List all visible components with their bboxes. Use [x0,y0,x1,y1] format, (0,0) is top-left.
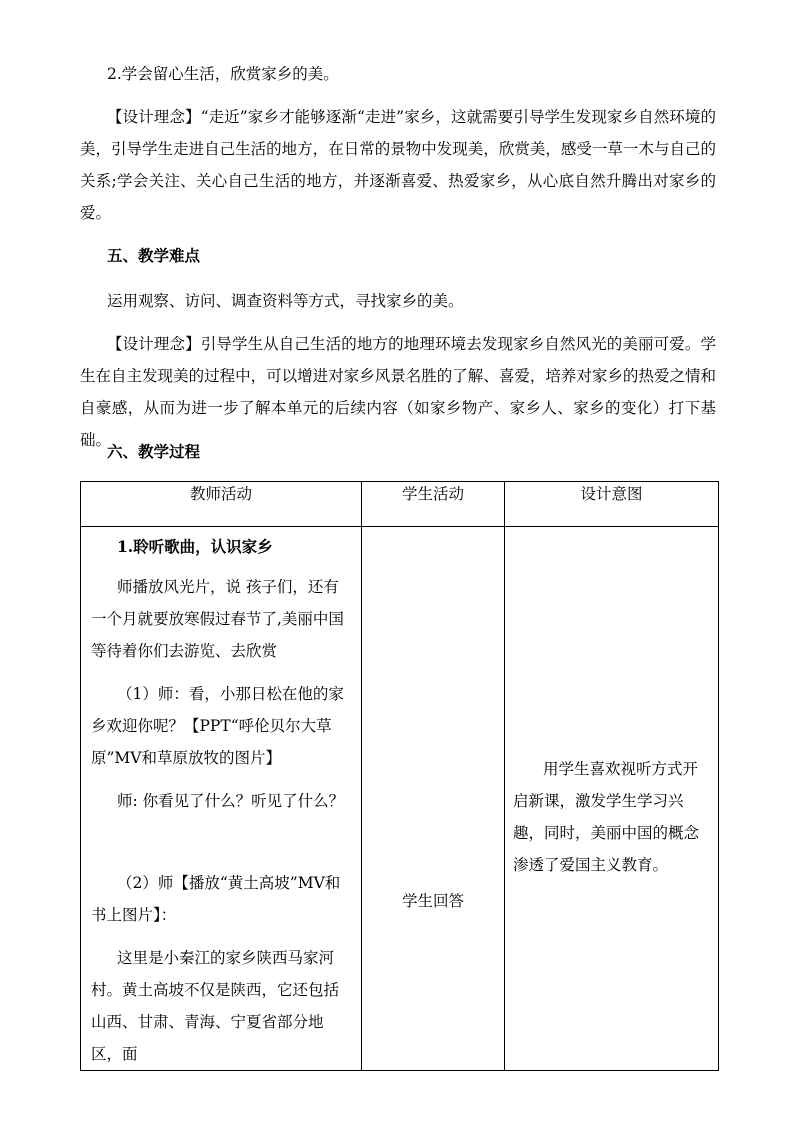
student-activity-cell [362,527,505,1071]
section-5-heading: 五、教学难点 [107,246,201,265]
design-concept-paragraph-2: 【设计理念】引导学生从自己生活的地方的地理环境去发现家乡自然风光的美丽可爱。学生在自主发现美的过程中，可以增进对家乡风景名胜的了解、喜爱，培养对家乡的热爱之情和自豪感，从而为进一步了解本单元的后续内容（如家乡物产、家乡人、家乡的变化）打下基础。 [80,335,716,449]
header-teacher-activity: 教师活动 [81,482,362,527]
teacher-step-heading: 1.聆听歌曲，认识家乡 [117,537,273,556]
teacher-paragraph-5: 这里是小秦江的家乡陕西马家河村。黄土高坡不仅是陕西，它还包括山西、甘肃、青海、宁夏省部分地区，面 [91,949,340,1063]
teaching-process-table [80,481,719,1071]
table-row [81,527,719,1071]
teacher-paragraph-1: 师播放风光片，说 孩子们，还有一个月就要放寒假过春节了,美丽中国等待着你们去游览、去欣赏 [91,578,344,660]
header-design-intent: 设计意图 [505,482,719,527]
section-6-heading: 六、教学过程 [107,442,201,461]
difficulty-text: 运用观察、访问、调查资料等方式，寻找家乡的美。 [107,292,464,310]
design-intent-text: 用学生喜欢视听方式开启新课，激发学生学习兴趣，同时，美丽中国的概念渗透了爱国主义教育。 [513,760,700,874]
student-answer-text: 学生回答 [401,892,464,910]
teacher-activity-cell [81,527,362,1071]
design-concept-paragraph-1: 【设计理念】“走近”家乡才能够逐渐“走进”家乡，这就需要引导学生发现家乡自然环境的美，引导学生走进自己生活的地方，在日常的景物中发现美，欣赏美，感受一草一木与自己的关系;学会关注、关心自己生活的地方，并逐渐喜爱、热爱家乡，从心底自然升腾出对家乡的爱。 [80,108,716,222]
table-header-row [81,482,719,527]
design-intent-cell [505,527,719,1071]
goal-2-text: 2.学会留心生活，欣赏家乡的美。 [107,65,339,83]
teacher-paragraph-3: 师: 你看见了什么？听见了什么？ [117,792,345,810]
header-student-activity: 学生活动 [362,482,505,527]
teacher-paragraph-4: （2）师【播放“黄土高坡”MV和书上图片】： [91,874,341,924]
teacher-paragraph-2: （1）师：看，小那日松在他的家乡欢迎你呢？【PPT“呼伦贝尔大草原”MV和草原放牧的图片】 [91,685,344,767]
